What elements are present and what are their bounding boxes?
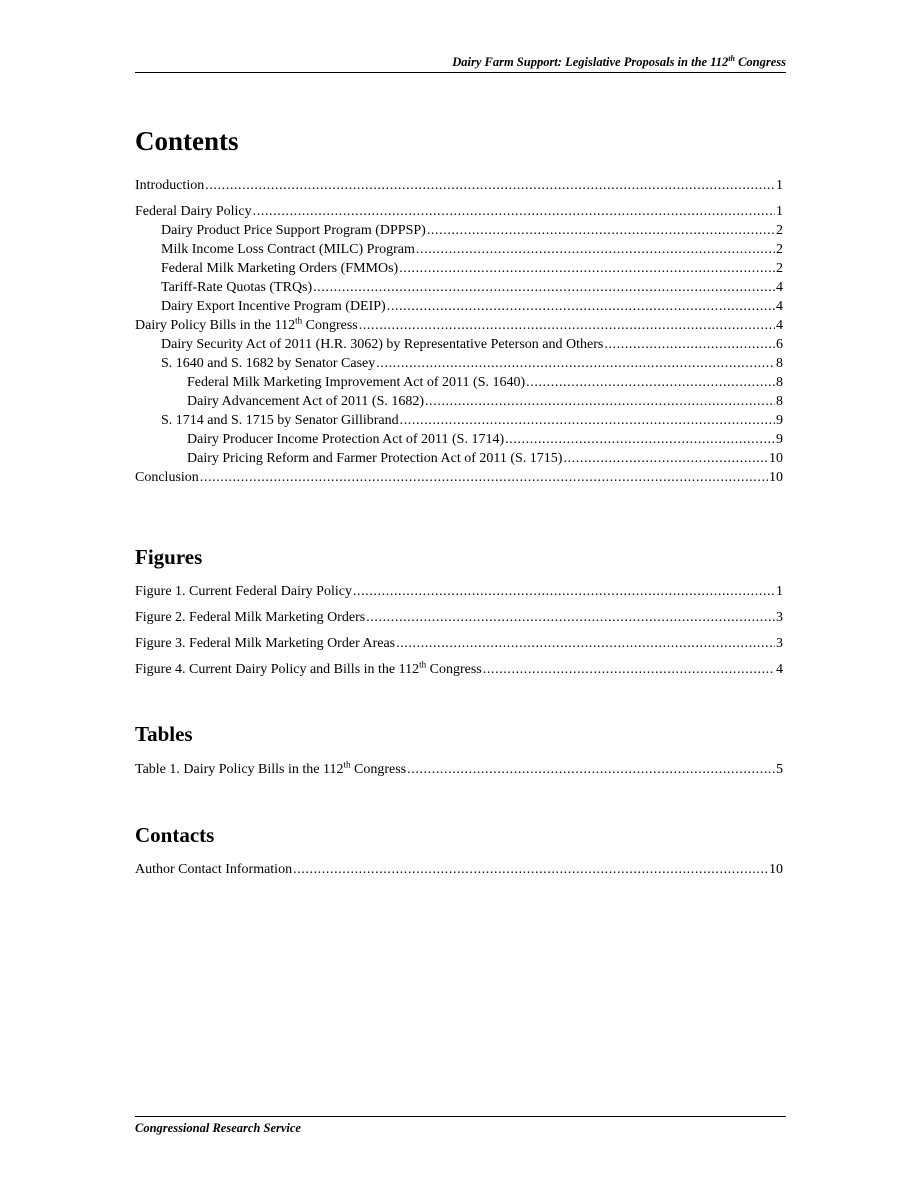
dot-leader [483,660,775,679]
figures-heading: Figures [135,545,203,569]
page-number: 4 [776,299,783,314]
page-number: 10 [769,451,783,466]
toc-entry-deip[interactable]: Dairy Export Incentive Program (DEIP) ..... 4 [135,297,783,316]
contact-entry-author[interactable]: Author Contact Information ..... 10 [135,860,783,879]
header-rule [135,72,786,73]
running-header [135,55,786,70]
page-number: 3 [776,610,783,625]
page-number: 6 [776,337,783,352]
contents-list [135,176,783,487]
page-number: 3 [776,636,783,651]
page-number: 1 [776,584,783,599]
figure-entry-2[interactable]: Figure 2. Federal Milk Marketing Orders ..... 3 [135,608,783,627]
dot-leader [416,240,775,259]
page-number: 4 [776,318,783,333]
toc-entry-s1640[interactable]: Federal Milk Marketing Improvement Act of 2011 (S. 1640) ..... 8 [135,373,783,392]
tables-list [135,760,783,779]
contacts-heading: Contacts [135,823,215,847]
figures-list [135,582,783,679]
toc-entry-dairy-policy-bills[interactable]: Dairy Policy Bills in the 112th Congress ..... 4 [135,316,783,335]
running-header-superscript: th [728,53,735,63]
dot-leader [400,411,775,430]
footer-text: Congressional Research Service [135,1121,301,1135]
dot-leader [563,449,768,468]
page-number: 1 [776,204,783,219]
page-number: 4 [776,662,783,677]
toc-entry-s1715[interactable]: Dairy Pricing Reform and Farmer Protection Act of 2011 (S. 1715) ..... 10 [135,449,783,468]
toc-entry-trqs[interactable]: Tariff-Rate Quotas (TRQs) ..... 4 [135,278,783,297]
contents-heading: Contents [135,126,239,156]
dot-leader [604,335,775,354]
dot-leader [399,259,775,278]
dot-leader [313,278,775,297]
figure-entry-1[interactable]: Figure 1. Current Federal Dairy Policy ..... 1 [135,582,783,601]
page-number: 2 [776,223,783,238]
dot-leader [205,176,775,195]
page-number: 4 [776,280,783,295]
running-header-title-end: Congress [734,55,786,69]
table-entry-1[interactable]: Table 1. Dairy Policy Bills in the 112th Congress ..... 5 [135,760,783,779]
page-number: 2 [776,261,783,276]
toc-entry-introduction[interactable]: Introduction ..... 1 [135,176,783,195]
figure-entry-3[interactable]: Figure 3. Federal Milk Marketing Order Areas ..... 3 [135,634,783,653]
dot-leader [427,221,775,240]
dot-leader [425,392,775,411]
page-number: 10 [769,862,783,877]
dot-leader [526,373,775,392]
page-number: 2 [776,242,783,257]
page-number: 10 [769,470,783,485]
dot-leader [366,608,775,627]
figure-entry-4[interactable]: Figure 4. Current Dairy Policy and Bills in the 112th Congress ..... 4 [135,660,783,679]
toc-entry-gillibrand-bills[interactable]: S. 1714 and S. 1715 by Senator Gillibrand ..... 9 [135,411,783,430]
dot-leader [359,316,775,335]
dot-leader [396,634,775,653]
toc-entry-casey-bills[interactable]: S. 1640 and S. 1682 by Senator Casey ..... 8 [135,354,783,373]
toc-entry-dppsp[interactable]: Dairy Product Price Support Program (DPPSP) ..... 2 [135,221,783,240]
dot-leader [376,354,775,373]
page-number: 9 [776,432,783,447]
toc-entry-s1714[interactable]: Dairy Producer Income Protection Act of 2011 (S. 1714) ..... 9 [135,430,783,449]
page-number: 8 [776,356,783,371]
footer-rule [135,1116,786,1117]
running-header-title: Dairy Farm Support: Legislative Proposals in the 112 [452,55,729,69]
page-number: 5 [776,762,783,777]
tables-heading: Tables [135,722,193,746]
page-number: 1 [776,178,783,193]
dot-leader [253,202,775,221]
contacts-list [135,860,783,879]
page-number: 8 [776,375,783,390]
dot-leader [353,582,775,601]
page-number: 9 [776,413,783,428]
toc-entry-dairy-security-act[interactable]: Dairy Security Act of 2011 (H.R. 3062) by Representative Peterson and Others ..... 6 [135,335,783,354]
dot-leader [293,860,768,879]
toc-entry-federal-dairy-policy[interactable]: Federal Dairy Policy ..... 1 [135,202,783,221]
toc-entry-fmmos[interactable]: Federal Milk Marketing Orders (FMMOs) ..... 2 [135,259,783,278]
page-number: 8 [776,394,783,409]
dot-leader [505,430,775,449]
toc-entry-s1682[interactable]: Dairy Advancement Act of 2011 (S. 1682) ..... 8 [135,392,783,411]
toc-entry-milc[interactable]: Milk Income Loss Contract (MILC) Program ..... 2 [135,240,783,259]
dot-leader [200,468,768,487]
dot-leader [407,760,775,779]
toc-entry-conclusion[interactable]: Conclusion ..... 10 [135,468,783,487]
dot-leader [387,297,775,316]
